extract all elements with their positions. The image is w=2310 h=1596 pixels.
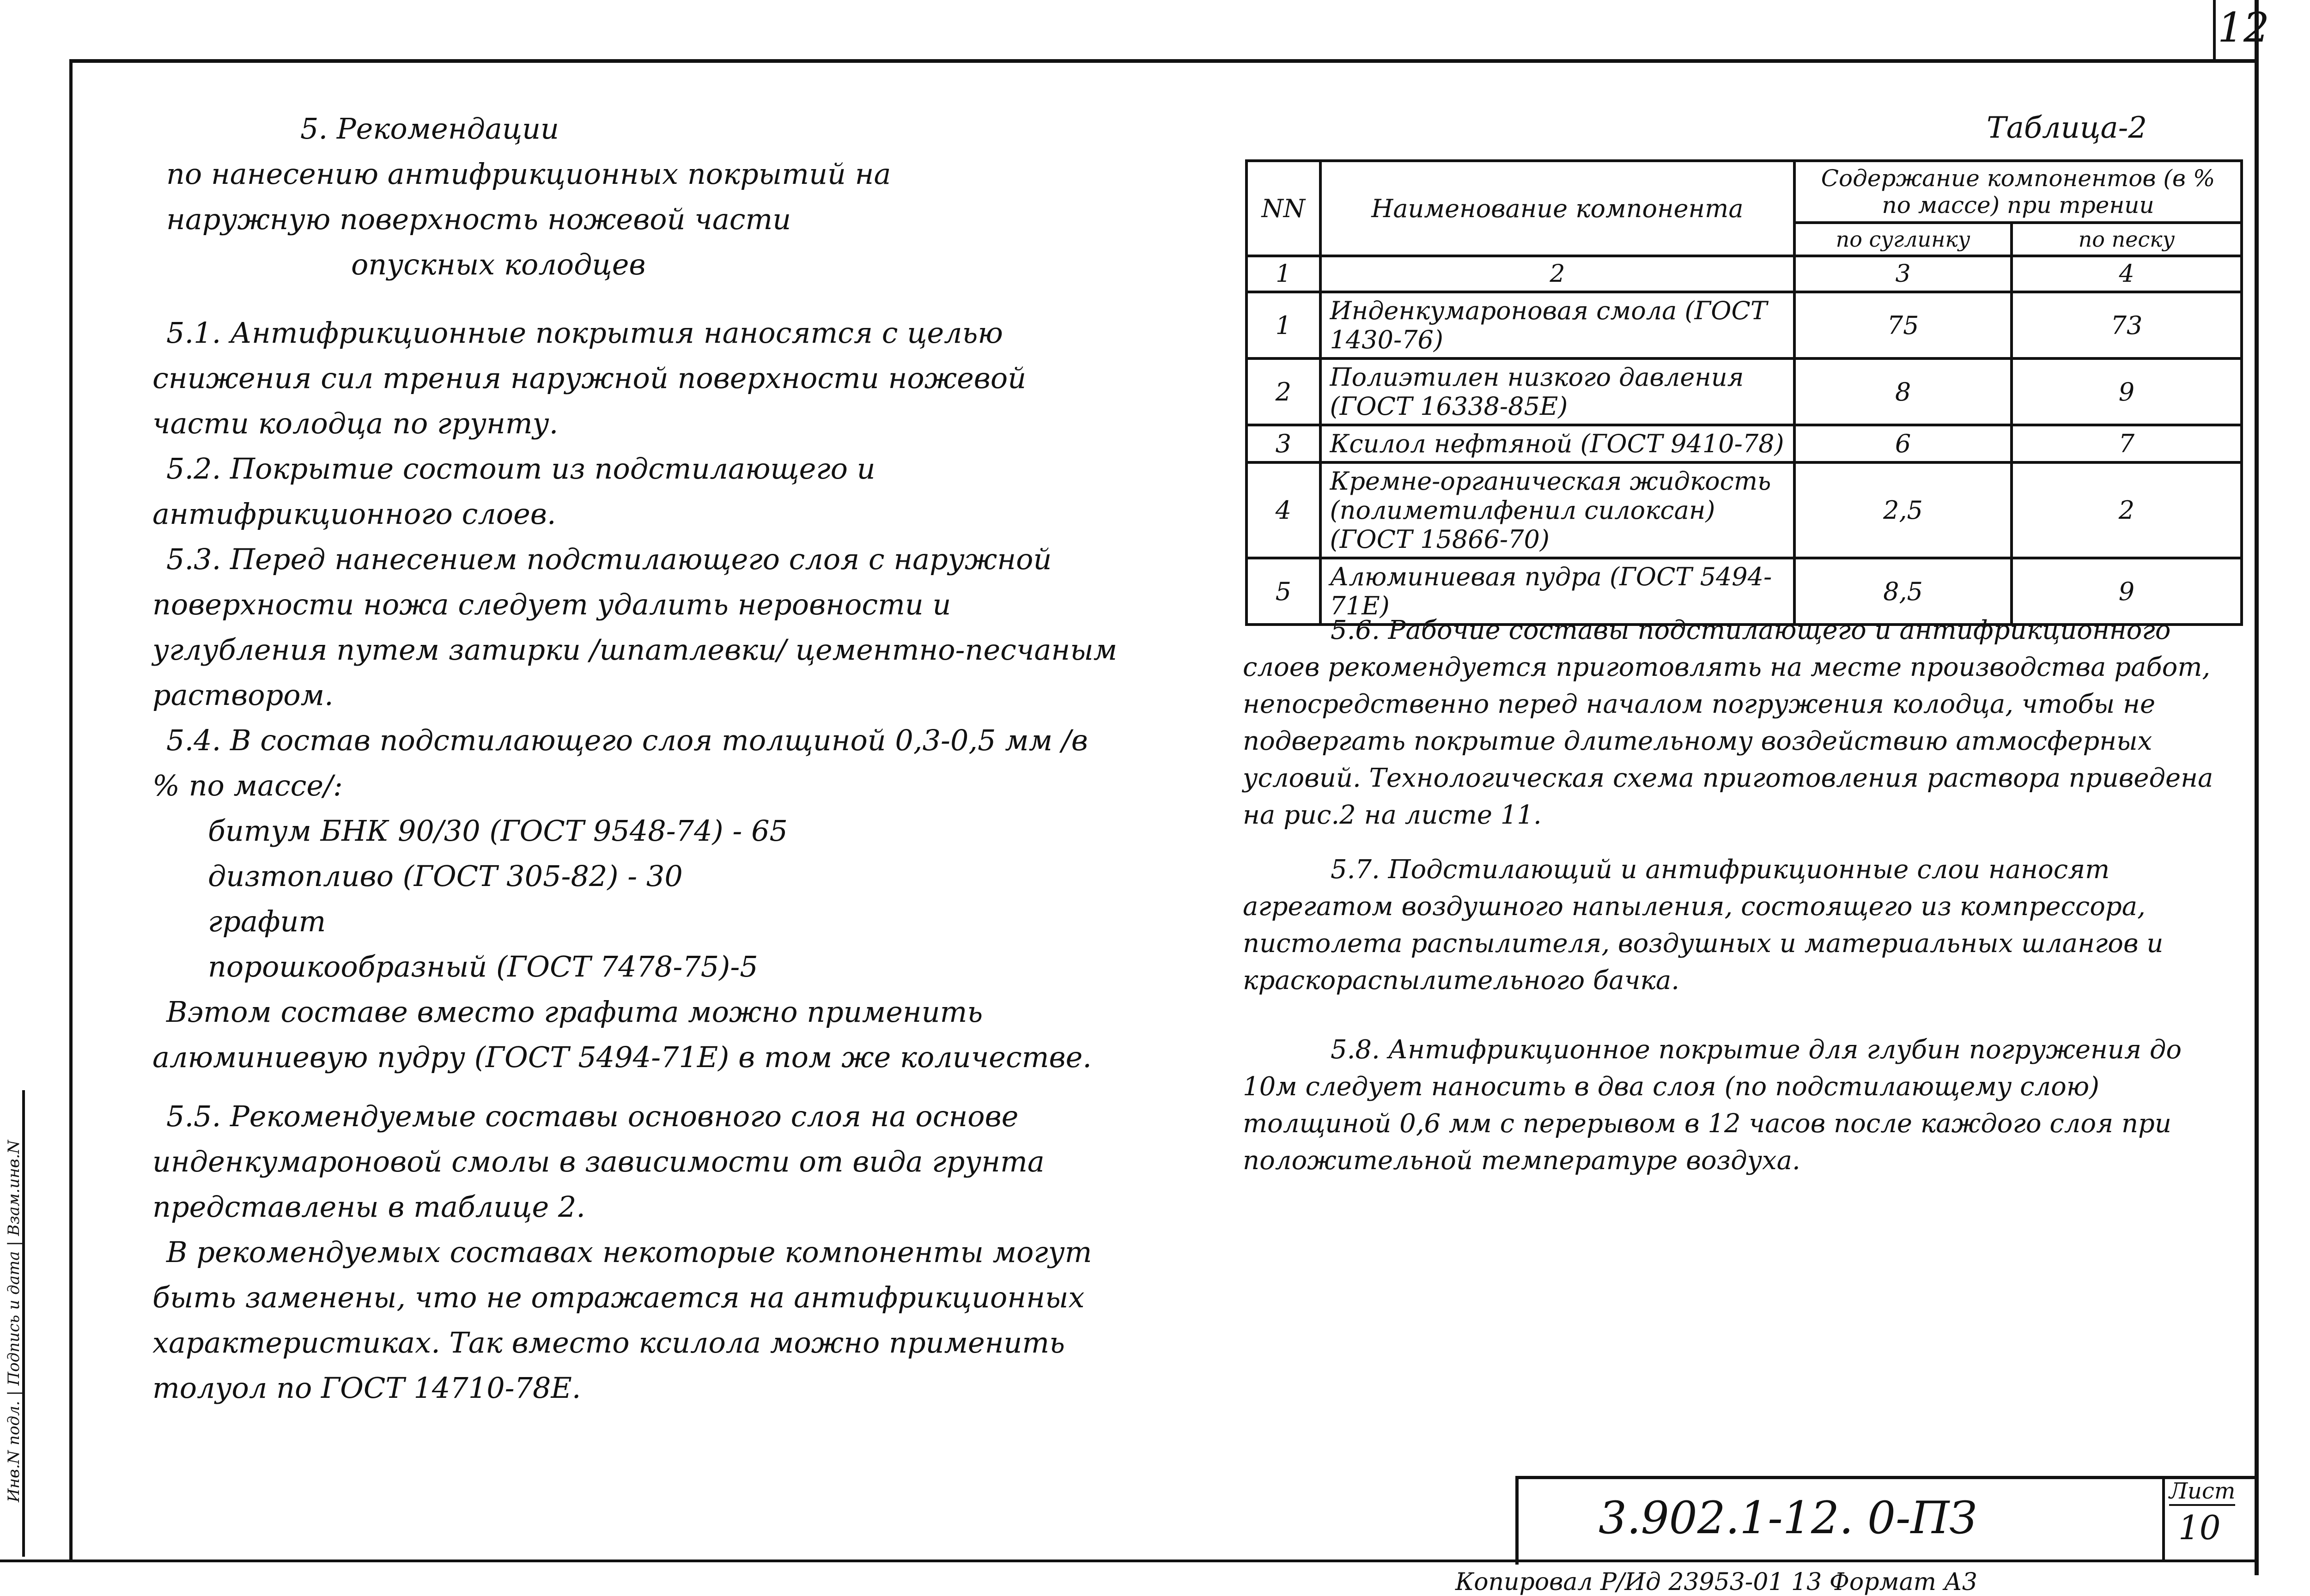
header-sub-loam: по суглинку [1794,223,2012,256]
row-num: 2 [1246,358,1320,425]
left-column [152,106,1123,1411]
table-row [1246,358,2242,425]
right-column [1243,612,2236,1197]
header-name: Наименование компонента [1320,161,1795,256]
frame-left-border [69,59,73,1560]
frame-right-border [2255,0,2259,1575]
sheet-number: 12 [2218,4,2269,51]
paragraph-5-4-note: Вэтом составе вместо графита можно применить алюминиевую пудру (ГОСТ 5494-71Е) в том же количестве. [152,995,1092,1074]
paragraph-5-2: 5.2. Покрытие состоит из подстилающего и антифрикционного слоев. [152,452,875,531]
heading-line-3: опускных колодцев [351,248,646,281]
row-value-sand: 2 [2012,462,2242,558]
frame-top-border [69,59,2258,63]
side-strip-text: Инв.N подл. | Подпись и дата | Взам.инв.N [5,1140,23,1503]
row-value-loam: 8,5 [1794,558,2012,625]
row-value-sand: 73 [2012,292,2242,358]
composition-line-1: битум БНК 90/30 (ГОСТ 9548-74) - 65 [208,814,788,848]
composition-line-3: графит [208,904,326,938]
paragraph-5-5: 5.5. Рекомендуемые составы основного слоя на основе инденкумароновой смолы в зависимости от вида грунта представлены в таблице 2. [152,1099,1045,1224]
row-name: Инденкумароновая смола (ГОСТ 1430-76) [1320,292,1795,358]
row-value-loam: 8 [1794,358,2012,425]
paragraph-5-6: 5.6. Рабочие составы подстилающего и антифрикционного слоев рекомендуется приготовлять на месте производства работ, непосредственно перед началом погружения колодца, чтобы не подвергать покрытие длительному воздействию атмосферных условий. Технологическая схема приготовления раствора приведена на рис.2 на листе 11. [1243,615,2213,830]
row-num: 4 [1246,462,1320,558]
document-code: 3.902.1-12. 0-ПЗ [1599,1492,1977,1544]
col-number-4: 4 [2012,256,2242,292]
row-name: Кремне-органическая жидкость (полиметилфенил силоксан) (ГОСТ 15866-70) [1320,462,1795,558]
row-name: Полиэтилен низкого давления (ГОСТ 16338-85Е) [1320,358,1795,425]
paragraph-5-3: 5.3. Перед нанесением подстилающего слоя с наружной поверхности ножа следует удалить неровности и углубления путем затирки /шпатлевки/ цементно-песчаным раствором. [152,542,1118,712]
composition-line-2: дизтопливо (ГОСТ 305-82) - 30 [208,859,683,893]
sheet-label: Лист [2169,1478,2235,1506]
footer-copy-line: Копировал Р/Ид 23953-01 13 Формат А3 [1455,1568,1977,1596]
table-row [1246,462,2242,558]
paragraph-5-8: 5.8. Антифрикционное покрытие для глубин погружения до 10м следует наносить в два слоя (по подстилающему слою) толщиной 0,6 мм с перерывом в 12 часов после каждого слоя при положительной температуре воздуха. [1243,1035,2182,1176]
heading-line-2: наружную поверхность ножевой части [166,202,791,236]
row-value-loam: 75 [1794,292,2012,358]
row-num: 3 [1246,425,1320,462]
heading-line-1: по нанесению антифрикционных покрытий на [166,157,891,191]
row-name: Ксилол нефтяной (ГОСТ 9410-78) [1320,425,1795,462]
row-value-sand: 9 [2012,558,2242,625]
row-value-loam: 6 [1794,425,2012,462]
paragraph-5-5-note: В рекомендуемых составах некоторые компоненты могут быть заменены, что не отражается на антифрикционных характеристиках. Так вместо ксилола можно применить толуол по ГОСТ 14710-78Е. [152,1235,1092,1405]
row-num: 1 [1246,292,1320,358]
col-number-2: 2 [1320,256,1795,292]
row-name: Алюминиевая пудра (ГОСТ 5494-71Е) [1320,558,1795,625]
table-caption: Таблица-2 [1987,111,2147,145]
composition-line-4: порошкообразный (ГОСТ 7478-75)-5 [208,950,758,983]
section-title: 5. Рекомендации [300,112,559,146]
row-num: 5 [1246,558,1320,625]
table-row [1246,292,2242,358]
col-number-1: 1 [1246,256,1320,292]
header-sub-sand: по песку [2012,223,2242,256]
row-value-loam: 2,5 [1794,462,2012,558]
row-value-sand: 9 [2012,358,2242,425]
header-num: NN [1246,161,1320,256]
sheet-number-value: 10 [2178,1508,2221,1547]
table-row [1246,425,2242,462]
paragraph-5-7: 5.7. Подстилающий и антифрикционные слои наносят агрегатом воздушного напыления, состоящего из компрессора, пистолета распылителя, воздушных и материальных шлангов и краскораспылительного бачка. [1243,855,2164,995]
col-number-3: 3 [1794,256,2012,292]
components-table [1245,159,2243,626]
row-value-sand: 7 [2012,425,2242,462]
paragraph-5-4: 5.4. В состав подстилающего слоя толщиной 0,3-0,5 мм /в % по массе/: [152,723,1088,802]
paragraph-5-1: 5.1. Антифрикционные покрытия наносятся с целью снижения сил трения наружной поверхности ножевой части колодца по грунту. [152,316,1027,440]
header-content: Содержание компонентов (в % по массе) при трении [1794,161,2242,223]
